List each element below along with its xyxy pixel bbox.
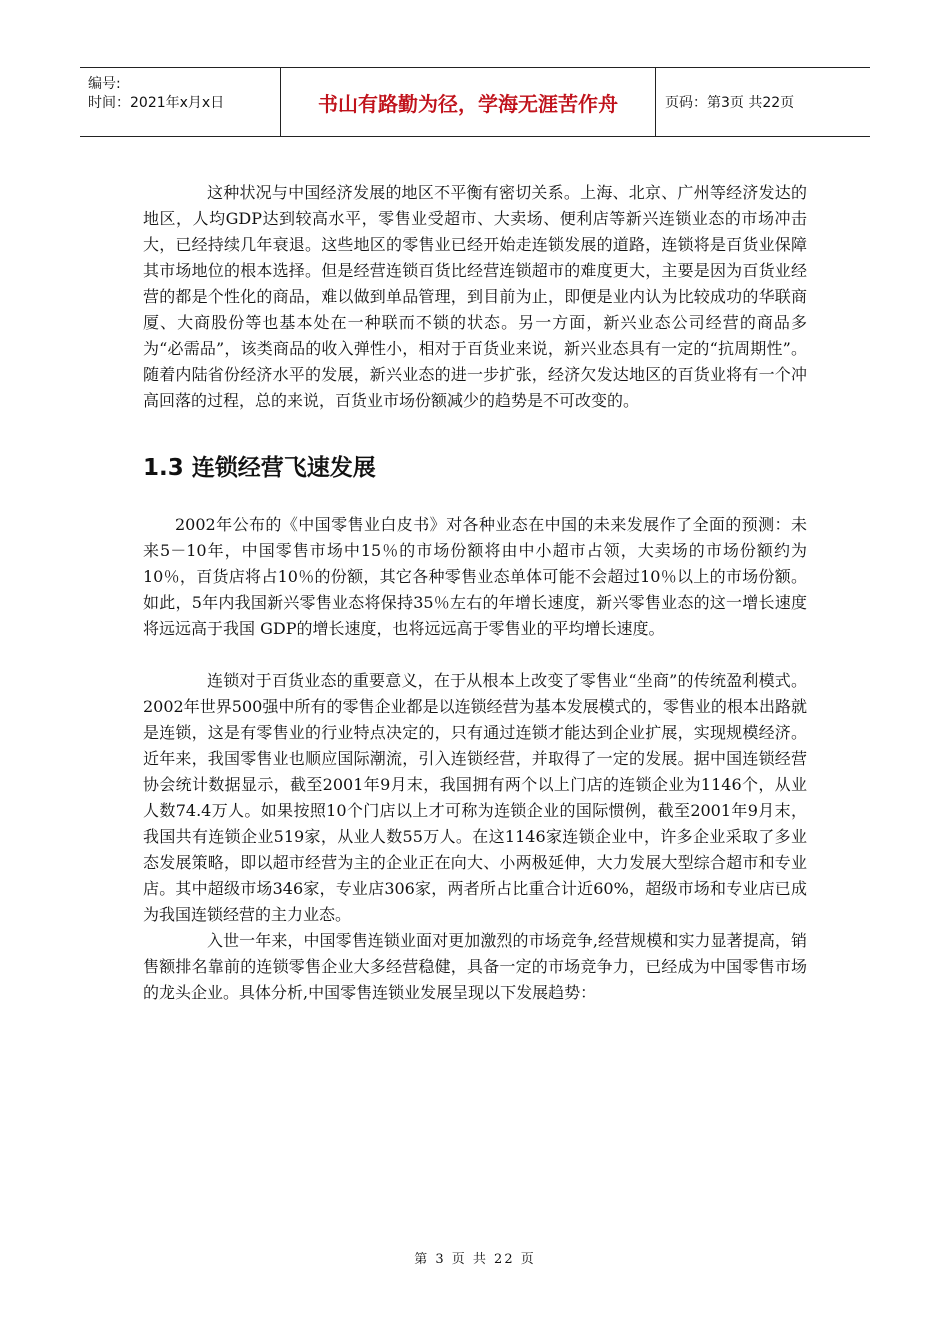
document-number-label: 编号:: [88, 76, 121, 92]
document-body: [143, 180, 807, 1006]
paragraph-4: 入世一年来，中国零售连锁业面对更加激烈的市场竞争,经营规模和实力显著提高，销售额排名靠前的连锁零售企业大多经营稳健，具备一定的市场竞争力，已经成为中国零售市场的龙头企业。具体分析,中国零售连锁业发展呈现以下发展趋势：: [143, 931, 807, 1002]
page-header: [80, 67, 870, 137]
header-meta: [80, 68, 281, 136]
header-page-info: 页码：第3页 共22页: [665, 95, 795, 111]
document-date: 时间：2021年x月x日: [88, 95, 225, 111]
paragraph-2: 2002年公布的《中国零售业白皮书》对各种业态在中国的未来发展作了全面的预测：未来5－10年，中国零售市场中15％的市场份额将由中小超市占领，大卖场的市场份额约为10％，百货店将占10％的份额，其它各种零售业态单体可能不会超过10％以上的市场份额。如此，5年内我国新兴零售业态将保持35％左右的年增长速度，新兴零售业态的这一增长速度将远远高于我国 GDP的增长速度，也将远远高于零售业的平均增长速度。: [143, 515, 807, 638]
section-heading: 1.3 连锁经营飞速发展: [143, 455, 376, 481]
paragraph-3: 连锁对于百货业态的重要意义，在于从根本上改变了零售业“坐商”的传统盈利模式。2002年世界500强中所有的零售企业都是以连锁经营为基本发展模式的，零售业的根本出路就是连锁，这是有零售业的行业特点决定的，只有通过连锁才能达到企业扩展，实现规模经济。近年来，我国零售业也顺应国际潮流，引入连锁经营，并取得了一定的发展。据中国连锁经营协会统计数据显示，截至2001年9月末，我国拥有两个以上门店的连锁企业为1146个，从业人数74.4万人。如果按照10个门店以上才可称为连锁企业的国际惯例，截至2001年9月末，我国共有连锁企业519家，从业人数55万人。在这1146家连锁企业中，许多企业采取了多业态发展策略，即以超市经营为主的企业正在向大、小两极延伸，大力发展大型综合超市和专业店。其中超级市场346家，专业店306家，两者所占比重合计近60%，超级市场和专业店已成为我国连锁经营的主力业态。: [143, 671, 807, 924]
header-motto: 书山有路勤为径，学海无涯苦作舟: [281, 68, 656, 136]
page-footer: 第 3 页 共 22 页: [414, 1252, 536, 1267]
paragraph-1: 这种状况与中国经济发展的地区不平衡有密切关系。上海、北京、广州等经济发达的地区，人均GDP达到较高水平，零售业受超市、大卖场、便利店等新兴连锁业态的市场冲击大，已经持续几年衰退。这些地区的零售业已经开始走连锁发展的道路，连锁将是百货业保障其市场地位的根本选择。但是经营连锁百货比经营连锁超市的难度更大，主要是因为百货业经营的都是个性化的商品，难以做到单品管理，到目前为止，即便是业内认为比较成功的华联商厦、大商股份等也基本处在一种联而不锁的状态。另一方面，新兴业态公司经营的商品多为“必需品”，该类商品的收入弹性小，相对于百货业来说，新兴业态具有一定的“抗周期性”。随着内陆省份经济水平的发展，新兴业态的进一步扩张，经济欠发达地区的百货业将有一个冲高回落的过程，总的来说，百货业市场份额减少的趋势是不可改变的。: [143, 183, 807, 410]
